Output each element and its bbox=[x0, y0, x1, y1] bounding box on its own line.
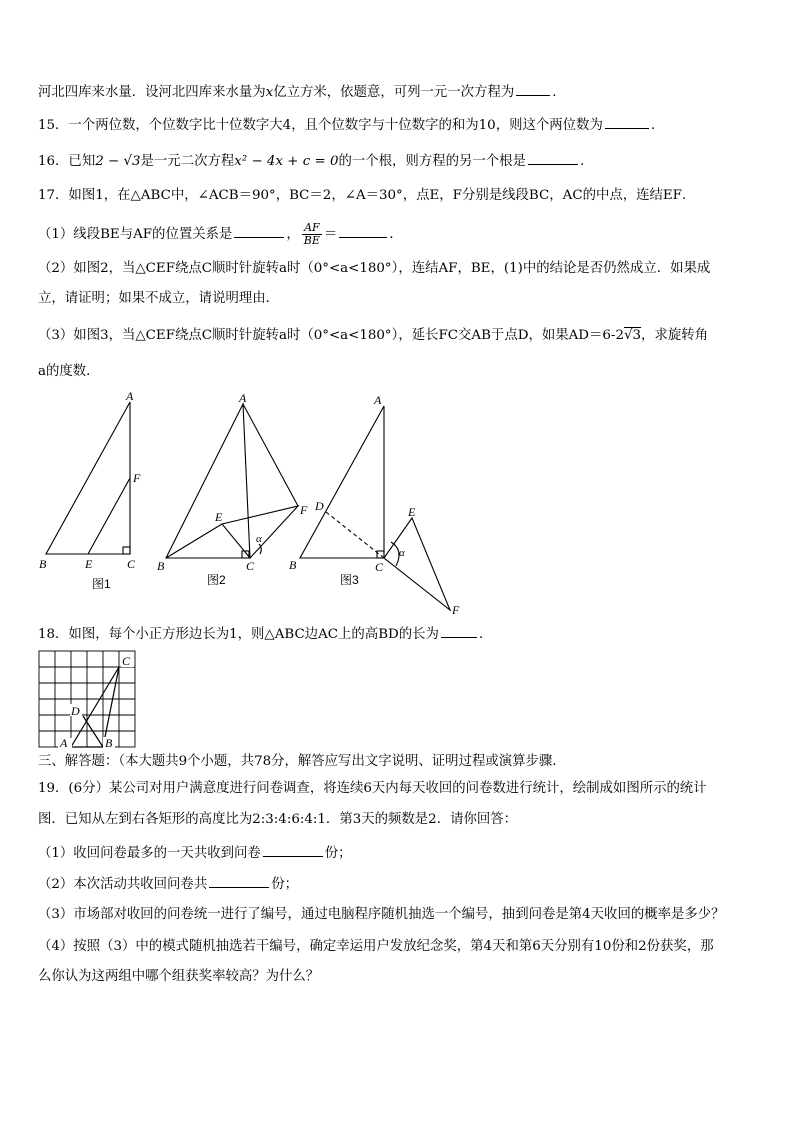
q17-2-text-a: （2）如图2，当△CEF绕点C顺时针旋转a时（0°<a<180°），连结AF，BE，(1)中的结论是否仍然成立．如果成 bbox=[38, 261, 711, 276]
fig3-label-e: E bbox=[408, 505, 416, 519]
q18 bbox=[38, 623, 492, 645]
q17-part1 bbox=[38, 222, 403, 247]
q17-figures bbox=[30, 388, 480, 620]
q18-text: 18．如图，每个小正方形边长为1，则△ABC边AC上的高BD的长为 bbox=[38, 627, 439, 642]
fig1-label-e: E bbox=[85, 557, 93, 571]
q15 bbox=[38, 114, 664, 136]
q19-1-end: 份； bbox=[324, 846, 352, 861]
q17-3-text-a: （3）如图3，当△CEF绕点C顺时针旋转a时（0°<a<180°），延长FC交AB于点D，如果AD＝6-2 bbox=[38, 328, 624, 343]
q18-height-bd bbox=[83, 716, 103, 747]
q16-text-c: 的一个根，则方程的另一个根是 bbox=[338, 154, 526, 169]
q17-part3b bbox=[38, 362, 100, 382]
q14-answer-blank[interactable] bbox=[516, 81, 550, 96]
fig2-label-b: B bbox=[157, 559, 165, 573]
figure-1 bbox=[46, 402, 130, 554]
q19-part4b bbox=[38, 967, 319, 987]
q19-part1 bbox=[38, 842, 352, 864]
q19-2-text: （2）本次活动共收回问卷共 bbox=[38, 877, 208, 892]
q19-text-a: 19．(6分）某公司对用户满意度进行问卷调查，将连续6天内每天收回的问卷数进行统计，绘制成如图所示的统计 bbox=[38, 781, 707, 796]
q14-tail bbox=[38, 81, 566, 103]
fig3-label-b: B bbox=[289, 558, 297, 572]
q16-answer-blank[interactable] bbox=[528, 150, 578, 165]
q16-text-b: 是一元二次方程 bbox=[140, 154, 235, 169]
fig3-label-f: F bbox=[452, 603, 460, 617]
q19-1-blank[interactable] bbox=[263, 842, 323, 857]
q18-label-b: B bbox=[105, 736, 113, 750]
q18-label-a: A bbox=[60, 736, 68, 750]
q15-text: 15．一个两位数，个位数字比十位数字大4，且个位数字与十位数字的和为10，则这个两位数为 bbox=[38, 118, 603, 133]
fig2-label-e: E bbox=[215, 510, 223, 524]
q18-end: ． bbox=[478, 627, 493, 642]
fig2-segment-af bbox=[243, 404, 298, 506]
section-3-text: 三、解答题：（本大题共9个小题，共78分，解答应写出文字说明、证明过程或演算步骤． bbox=[38, 754, 566, 769]
q16-end: ． bbox=[579, 154, 594, 169]
q15-end: ． bbox=[650, 118, 665, 133]
q17-1-blank-b[interactable] bbox=[339, 223, 387, 238]
q19-3-text: （3）市场部对收回的问卷统一进行了编号，通过电脑程序随机抽选一个编号，抽到问卷是第4天收回的概率是多少？ bbox=[38, 907, 725, 922]
q18-grid-figure bbox=[36, 648, 142, 750]
q18-answer-blank[interactable] bbox=[441, 623, 477, 638]
q17-text: 17．如图1，在△ABC中，∠ACB＝90°，BC＝2，∠A＝30°，点E，F分别是线段BC，AC的中点，连结EF． bbox=[38, 188, 696, 203]
q17-1-text: （1）线段BE与AF的位置关系是 bbox=[38, 227, 233, 242]
q19-stem-b bbox=[38, 810, 517, 830]
q15-answer-blank[interactable] bbox=[605, 114, 649, 129]
q17-1-blank-a[interactable] bbox=[234, 223, 284, 238]
fig1-label-f: F bbox=[133, 471, 141, 485]
fig2-triangle-cef bbox=[222, 506, 298, 558]
q17-1-equals: ＝ bbox=[323, 227, 338, 242]
q19-1-text: （1）收回问卷最多的一天共收到问卷 bbox=[38, 846, 261, 861]
q19-text-b: 图．已知从左到右各矩形的高度比为2:3:4:6:4:1．第3天的频数是2．请你回答： bbox=[38, 812, 518, 827]
q19-4-text-b: 么你认为这两组中哪个组获奖率较高？为什么？ bbox=[38, 969, 320, 984]
q17-2-text-b: 立，请证明；如果不成立，请说明理由． bbox=[38, 291, 280, 306]
fig3-segment-dc bbox=[326, 512, 384, 558]
q17-frac-numerator: AF bbox=[302, 222, 322, 235]
fig3-label-alpha: α bbox=[399, 547, 405, 559]
q19-4-text-a: （4）按照（3）中的模式随机抽选若干编号，确定幸运用户发放纪念奖，第4天和第6天分别有10份和2份获奖，那 bbox=[38, 939, 714, 954]
q14-end: ． bbox=[552, 85, 566, 100]
q17-frac-denominator: BE bbox=[303, 234, 320, 247]
figure-2 bbox=[166, 404, 298, 558]
fig2-label-a: A bbox=[239, 391, 247, 405]
q14-text: 河北四库来水量．设河北四库来水量为 bbox=[38, 85, 266, 100]
fig3-label-c: C bbox=[375, 560, 384, 574]
q19-part4a bbox=[38, 937, 714, 957]
fig3-triangle-cef bbox=[384, 518, 450, 610]
fig1-caption: 图1 bbox=[92, 577, 111, 591]
q18-label-d: D bbox=[71, 704, 80, 718]
q17-1-end: ． bbox=[389, 227, 403, 242]
q17-1-comma: ， bbox=[286, 227, 300, 242]
fig1-right-angle bbox=[123, 547, 130, 554]
q17-part3a bbox=[38, 326, 708, 346]
q17-part2a bbox=[38, 259, 710, 279]
q18-label-c: C bbox=[122, 654, 131, 668]
q17-fraction bbox=[302, 222, 322, 247]
grid-lines bbox=[39, 651, 135, 747]
q17-3-sqrt: √3 bbox=[623, 328, 642, 343]
q19-part3 bbox=[38, 905, 725, 925]
q14-var: x bbox=[265, 85, 274, 100]
fig1-triangle-abc bbox=[46, 402, 130, 554]
q14-text-b: 亿立方米，依题意，可列一元一次方程为 bbox=[273, 85, 515, 100]
fig2-label-c: C bbox=[246, 559, 255, 573]
q19-stem-a bbox=[38, 779, 707, 799]
fig3-label-d: D bbox=[315, 499, 324, 513]
fig3-triangle-abc bbox=[300, 406, 384, 558]
fig2-label-alpha: α bbox=[256, 533, 262, 545]
fig1-segment-ef bbox=[88, 478, 130, 554]
q17-part2b bbox=[38, 289, 279, 309]
q16-text-a: 16．已知 bbox=[38, 154, 96, 169]
fig1-label-a: A bbox=[126, 389, 134, 403]
q16-root-expr: 2 − √3 bbox=[95, 154, 141, 169]
q17-3-text-b: a的度数． bbox=[38, 364, 100, 379]
q16 bbox=[38, 150, 593, 172]
fig1-label-b: B bbox=[39, 557, 47, 571]
fig2-triangle-abc bbox=[166, 404, 250, 558]
fig1-label-c: C bbox=[127, 557, 136, 571]
fig3-caption: 图3 bbox=[340, 573, 359, 587]
section-3-header bbox=[38, 752, 566, 772]
q19-part2 bbox=[38, 873, 298, 895]
fig2-caption: 图2 bbox=[207, 573, 226, 587]
q19-2-blank[interactable] bbox=[209, 873, 269, 888]
q17-3-text-end: ，求旋转角 bbox=[641, 328, 708, 343]
q17-stem bbox=[38, 186, 695, 206]
fig3-label-a: A bbox=[374, 393, 382, 407]
fig2-label-f: F bbox=[300, 503, 308, 517]
q19-2-end: 份； bbox=[271, 877, 298, 892]
q16-equation: x² − 4x + c = 0 bbox=[234, 154, 339, 169]
